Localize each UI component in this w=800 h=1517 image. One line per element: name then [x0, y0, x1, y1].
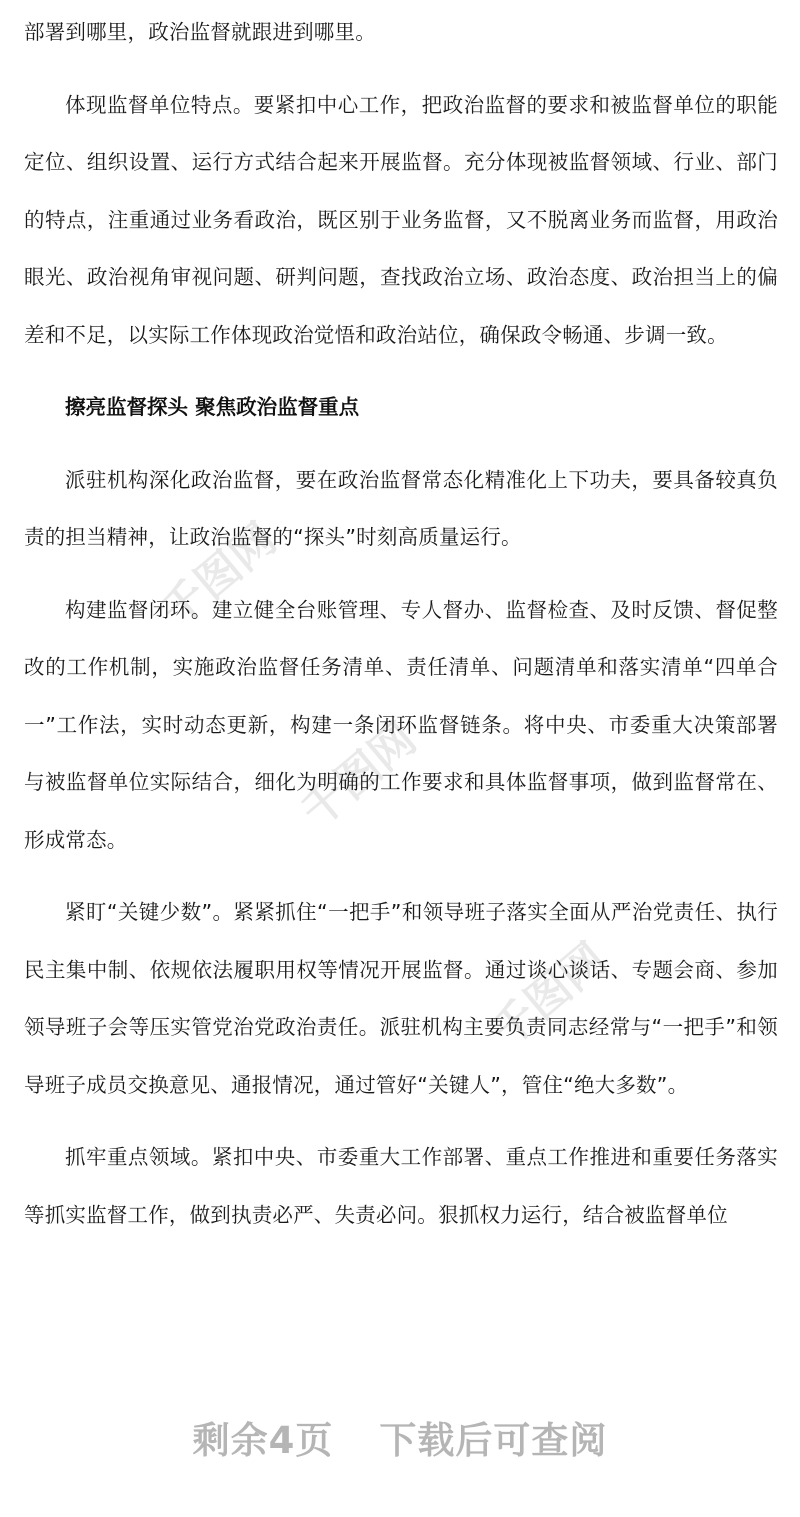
- remaining-pages-label: 剩余4页: [192, 1419, 334, 1462]
- section-heading: 擦亮监督探头 聚焦政治监督重点: [65, 395, 360, 419]
- document-body: [24, 4, 778, 1244]
- watermark: 千图网: [151, 513, 286, 638]
- watermark: 千图网: [481, 933, 616, 1058]
- download-to-view-label[interactable]: 下载后可查阅: [379, 1419, 608, 1462]
- paragraph: 构建监督闭环。建立健全台账管理、专人督办、监督检查、及时反馈、督促整改的工作机制，实施政治监督任务清单、责任清单、问题清单和落实清单“四单合一”工作法，实时动态更新，构建一条闭环监督链条。将中央、市委重大决策部署与被监督单位实际结合，细化为明确的工作要求和具体监督事项，做到监督常在、形成常态。: [24, 597, 778, 852]
- paragraph: 抓牢重点领域。紧扣中央、市委重大工作部署、重点工作推进和重要任务落实等抓实监督工作，做到执责必严、失责必问。狠抓权力运行，结合被监督单位: [24, 1145, 778, 1227]
- paragraph: 部署到哪里，政治监督就跟进到哪里。: [24, 20, 376, 44]
- watermark: 千图网: [291, 713, 426, 838]
- paragraph: 紧盯“关键少数”。紧紧抓住“一把手”和领导班子落实全面从严治党责任、执行民主集中制、依规依法履职用权等情况开展监督。通过谈心谈话、专题会商、参加领导班子会等压实管党治党政治责任。派驻机构主要负责同志经常与“一把手”和领导班子成员交换意见、通报情况，通过管好“关键人”，管住“绝大多数”。: [24, 900, 778, 1097]
- paragraph: 派驻机构深化政治监督，要在政治监督常态化精准化上下功夫，要具备较真负责的担当精神，让政治监督的“探头”时刻高质量运行。: [24, 467, 778, 549]
- download-prompt-banner[interactable]: [0, 1410, 800, 1464]
- paragraph: 体现监督单位特点。要紧扣中心工作，把政治监督的要求和被监督单位的职能定位、组织设置、运行方式结合起来开展监督。充分体现被监督领域、行业、部门的特点，注重通过业务看政治，既区别于业务监督，又不脱离业务而监督，用政治眼光、政治视角审视问题、研判问题，查找政治立场、政治态度、政治担当上的偏差和不足，以实际工作体现政治觉悟和政治站位，确保政令畅通、步调一致。: [24, 92, 778, 347]
